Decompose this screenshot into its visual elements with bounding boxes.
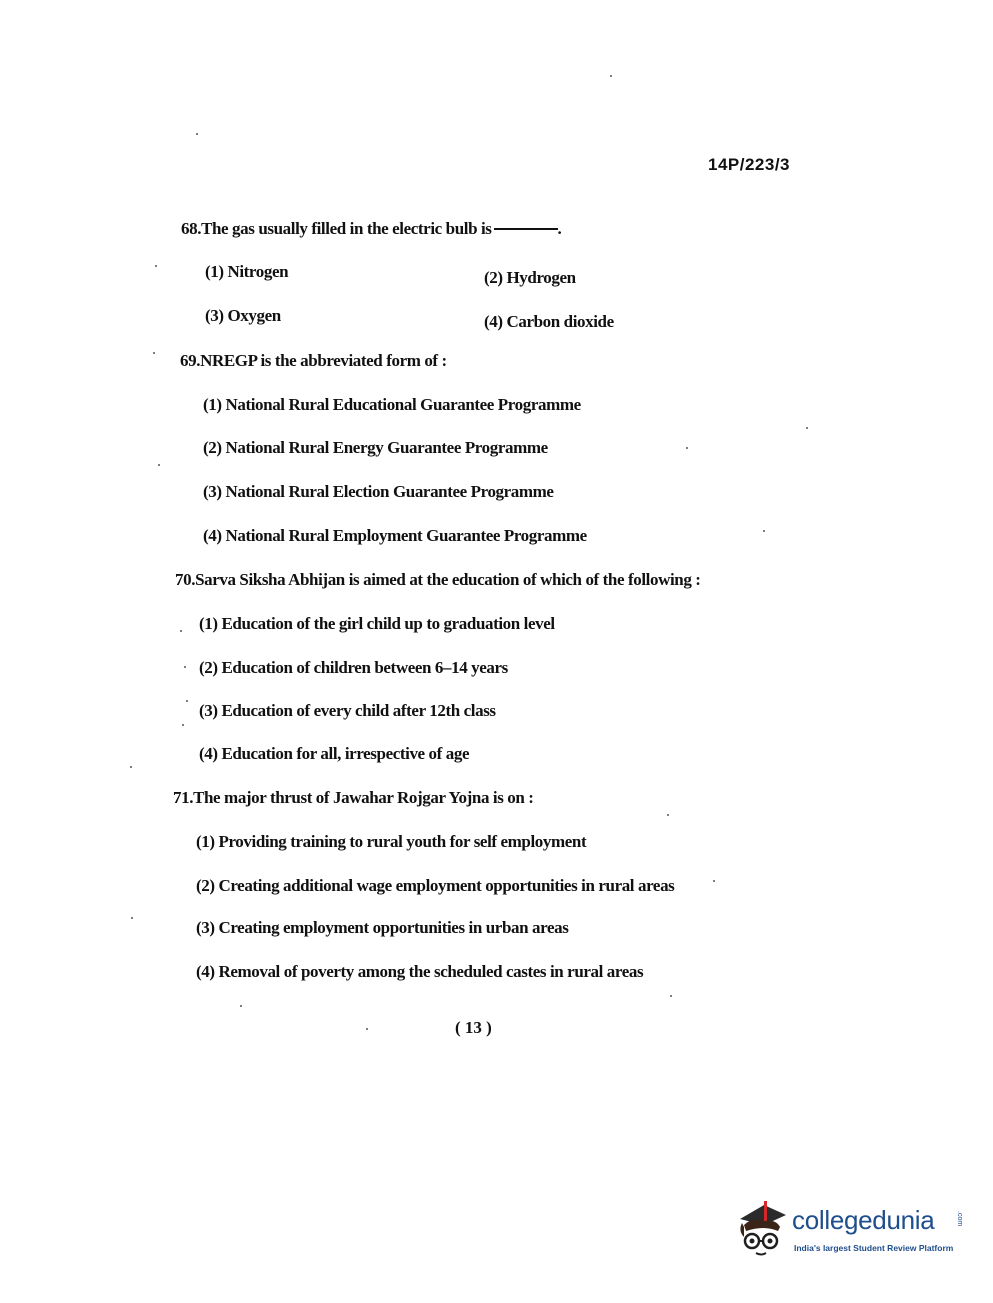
question-text: Sarva Siksha Abhijan is aimed at the education of which of the following : [195,570,701,589]
question-68: 68.The gas usually filled in the electric bulb is . [181,219,562,238]
scan-speck [182,724,184,726]
collegedunia-watermark [734,1197,964,1267]
watermark-brand-name: collegedunia [792,1205,935,1235]
option: (3) National Rural Election Guarantee Programme [203,482,554,501]
option: (1) National Rural Educational Guarantee Programme [203,395,581,414]
question-69 [180,351,447,371]
scan-speck [153,352,155,354]
scan-speck [670,995,672,997]
option: (2) Creating additional wage employment opportunities in rural areas [196,876,675,895]
mascot-logo-icon [734,1197,790,1259]
scan-speck [184,666,186,668]
scan-speck [131,917,133,919]
question-number: 71. [173,788,194,807]
watermark-tagline: India's largest Student Review Platform [794,1243,954,1253]
question-text: The gas usually filled in the electric bulb is [201,219,492,238]
option: (1) Nitrogen [205,262,289,281]
scan-speck [610,75,612,77]
scan-speck [155,265,157,267]
option: (4) Removal of poverty among the scheduled castes in rural areas [196,962,644,981]
question-number: 70. [175,570,196,589]
answer-blank [494,228,558,230]
option: (3) Education of every child after 12th class [199,701,496,720]
question-number: 69. [180,351,201,370]
option: (3) Oxygen [205,306,281,325]
scan-speck [366,1028,368,1030]
option: (2) Education of children between 6–14 years [199,658,508,677]
option: (2) Hydrogen [484,268,576,287]
page-number: ( 13 ) [455,1018,492,1037]
option: (4) Carbon dioxide [484,312,614,331]
question-text: NREGP is the abbreviated form of : [200,351,447,370]
scan-speck [240,1005,242,1007]
question-text: The major thrust of Jawahar Rojgar Yojna is on : [193,788,534,807]
option: (3) Creating employment opportunities in urban areas [196,918,569,937]
scan-speck [763,530,765,532]
watermark-domain-suffix: .com [956,1211,963,1227]
scan-speck [686,447,688,449]
option: (4) Education for all, irrespective of age [199,744,470,763]
option: (2) National Rural Energy Guarantee Programme [203,438,548,457]
scan-speck [667,814,669,816]
option: (4) National Rural Employment Guarantee Programme [203,526,587,545]
option: (1) Providing training to rural youth for self employment [196,832,587,851]
scan-speck [158,464,160,466]
scan-speck [713,880,715,882]
question-70 [175,570,701,590]
question-number: 68. [181,219,202,238]
option: (1) Education of the girl child up to graduation level [199,614,555,633]
scan-speck [180,630,182,632]
scan-speck [186,700,188,702]
scan-speck [130,766,132,768]
paper-code: 14P/223/3 [708,155,791,174]
scan-speck [196,133,198,135]
scan-speck [806,427,808,429]
question-71 [173,788,534,808]
